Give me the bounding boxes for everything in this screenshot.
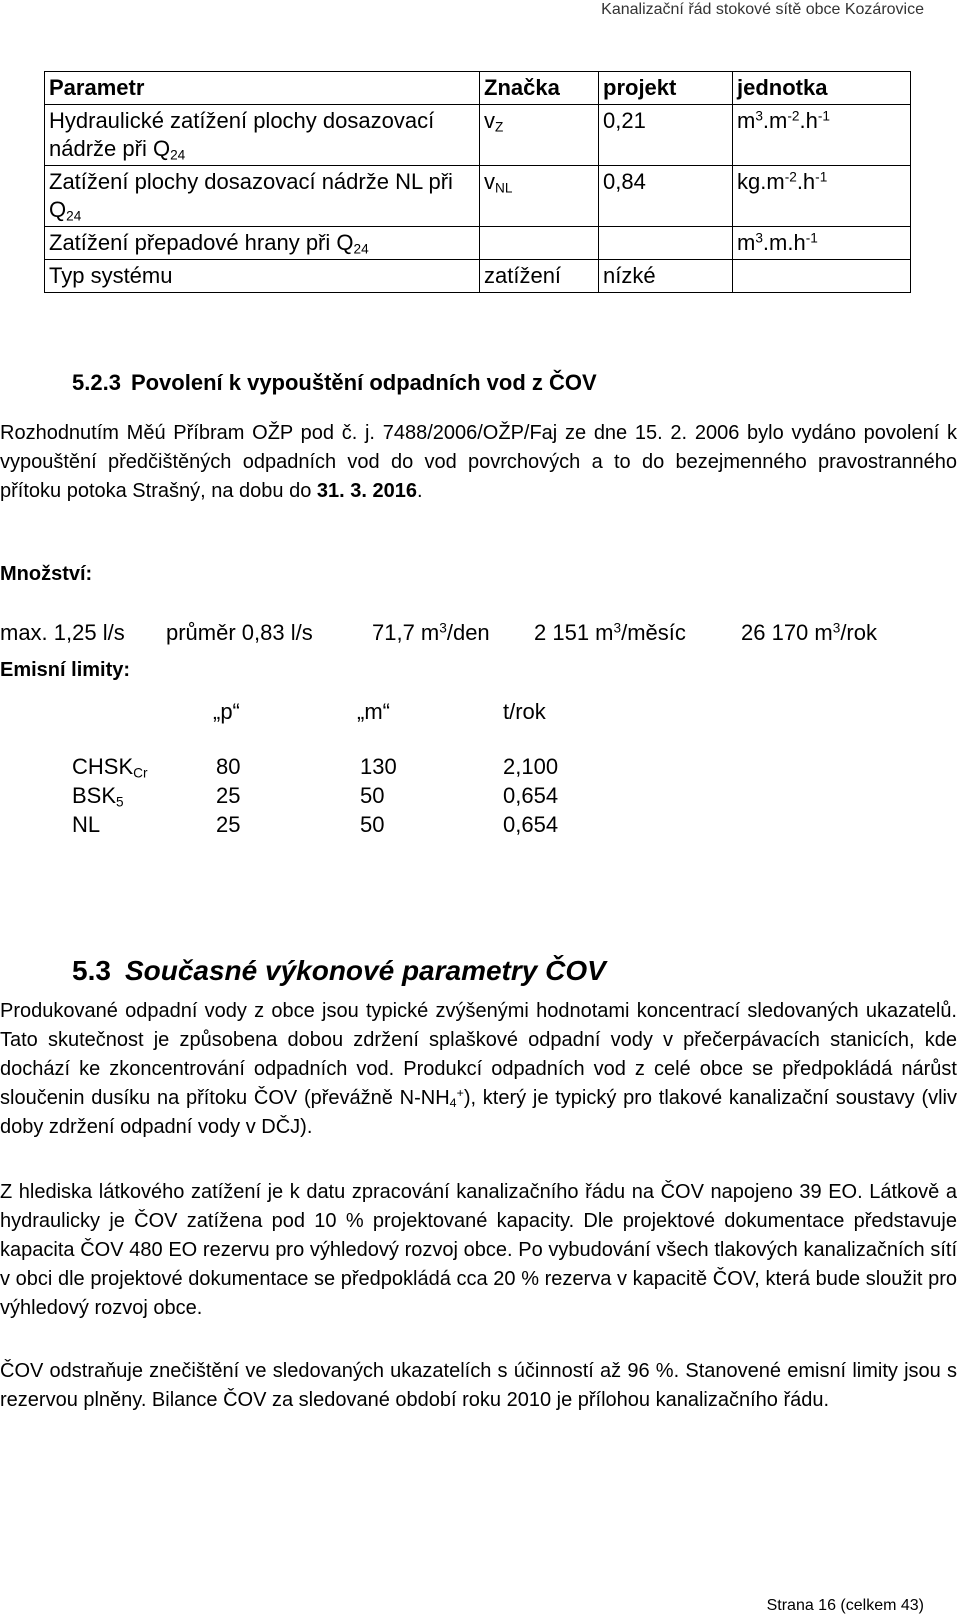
table-row <box>45 105 911 166</box>
table-cell-value <box>599 227 733 260</box>
limit-name: $CHSK_{Cr}$ <box>72 754 148 781</box>
section-heading-53 <box>72 955 606 987</box>
table-cell-param: Typ systému <box>45 260 480 293</box>
table-cell-symbol: $v_{NL}$ <box>480 166 599 227</box>
limit-name: NL <box>72 812 101 837</box>
limit-p: 80 <box>216 754 241 779</box>
limit-t: 0,654 <box>503 783 559 808</box>
table-header-cell: projekt <box>599 72 733 105</box>
limit-m: 130 <box>360 754 397 779</box>
section-number: 5.3 <box>72 955 111 986</box>
table-cell-param: Zatížení plochy dosazovací nádrže NL při $Q_{24}$ <box>45 166 480 227</box>
quantity-per-day: 71,7 $m^3$/den <box>372 620 490 645</box>
emission-limits-label: Emisní limity: <box>0 659 131 681</box>
table-cell-symbol: zatížení <box>480 260 599 293</box>
limits-col-t: t/rok <box>503 699 546 724</box>
table-header-cell: Značka <box>480 72 599 105</box>
table-cell-param: Zatížení přepadové hrany při $Q_{24}$ <box>45 227 480 260</box>
limit-t: 0,654 <box>503 812 559 837</box>
table-cell-value: 0,84 <box>599 166 733 227</box>
quantity-average: průměr 0,83 l/s <box>166 620 313 645</box>
table-row <box>45 166 911 227</box>
limits-col-p: „p“ <box>213 699 240 724</box>
page-header: Kanalizační řád stokové sítě obce Kozárovice <box>601 1 924 18</box>
table-cell-unit: $kg.m^{-2}.h^{-1}$ <box>733 166 911 227</box>
limit-p: 25 <box>216 812 241 837</box>
limits-col-m: „m“ <box>357 699 390 724</box>
table-cell-value: 0,21 <box>599 105 733 166</box>
table-header-cell: jednotka <box>733 72 911 105</box>
load-paragraph: Z hlediska látkového zatížení je k datu zpracování kanalizačního řádu na ČOV napojeno 39 EO. Látkově a hydraulicky je ČOV zatížena pod 10 % projektované kapacity. Dle projektové dokumentace představuje kapacita ČOV 480 EO rezervu pro výhledový rozvoj obce. Po vybudování všech tlakových kanalizačních sítí v obci dle projektové dokumentace se předpokládá cca 20 % rezerva v kapacitě ČOV, která bude sloužit pro výhledový rozvoj obce. <box>0 1181 957 1319</box>
table-cell-param: Hydraulické zatížení plochy dosazovací nádrže při $Q_{24}$ <box>45 105 480 166</box>
table-cell-unit: $m^3.m.h^{-1}$ <box>733 227 911 260</box>
limit-p: 25 <box>216 783 241 808</box>
parameter-table <box>44 71 911 293</box>
section-number: 5.2.3 <box>72 370 121 395</box>
section-heading-523 <box>72 370 597 396</box>
section-title: Současné výkonové parametry ČOV <box>124 955 606 986</box>
limit-m: 50 <box>360 783 385 808</box>
table-header-row <box>45 72 911 105</box>
quantity-per-month: 2 151 $m^3$/měsíc <box>534 620 686 645</box>
page-footer: Strana 16 (celkem 43) <box>766 1597 924 1614</box>
quantity-per-year: 26 170 $m^3$/rok <box>741 620 877 645</box>
limit-name: $BSK_5$ <box>72 783 124 810</box>
table-row <box>45 260 911 293</box>
table-cell-symbol: $v_Z$ <box>480 105 599 166</box>
table-cell-unit <box>733 260 911 293</box>
permit-paragraph: Rozhodnutím Měú Příbram OŽP pod č. j. 7488/2006/OŽP/Faj ze dne 15. 2. 2006 bylo vydáno povolení k vypouštění předčištěných odpadních vod do vod povrchových a to do bezejmenného pravostranného přítoku potoka Strašný, na dobu do 31. 3. 2016. <box>0 422 957 502</box>
section-title: Povolení k vypouštění odpadních vod z ČOV <box>130 370 597 395</box>
limit-m: 50 <box>360 812 385 837</box>
table-cell-value: nízké <box>599 260 733 293</box>
quantity-max: max. 1,25 l/s <box>0 620 125 645</box>
table-cell-symbol <box>480 227 599 260</box>
efficiency-paragraph: ČOV odstraňuje znečištění ve sledovaných ukazatelích s účinností až 96 %. Stanovené emisní limity jsou s rezervou plněny. Bilance ČOV za sledované období roku 2010 je přílohou kanalizačního řádu. <box>0 1360 957 1411</box>
table-cell-unit: $m^3.m^{-2}.h^{-1}$ <box>733 105 911 166</box>
table-header-cell: Parametr <box>45 72 480 105</box>
quantity-label: Množství: <box>0 563 93 585</box>
table-row <box>45 227 911 260</box>
limit-t: 2,100 <box>503 754 559 779</box>
production-paragraph: Produkované odpadní vody z obce jsou typické zvýšenými hodnotami koncentrací sledovaných ukazatelů. Tato skutečnost je způsobena dobou zdržení splaškové odpadní vody v přečerpávacích stanicích, kde dochází ke zkoncentrování odpadních vod. Produkcí odpadních vod z celé obce se předpokládá nárůst sloučenin dusíku na přítoku ČOV (převážně $N-NH_4^+$), který je typický pro tlakové kanalizační soustavy (vliv doby zdržení odpadní vody v DČJ). <box>0 1000 957 1138</box>
